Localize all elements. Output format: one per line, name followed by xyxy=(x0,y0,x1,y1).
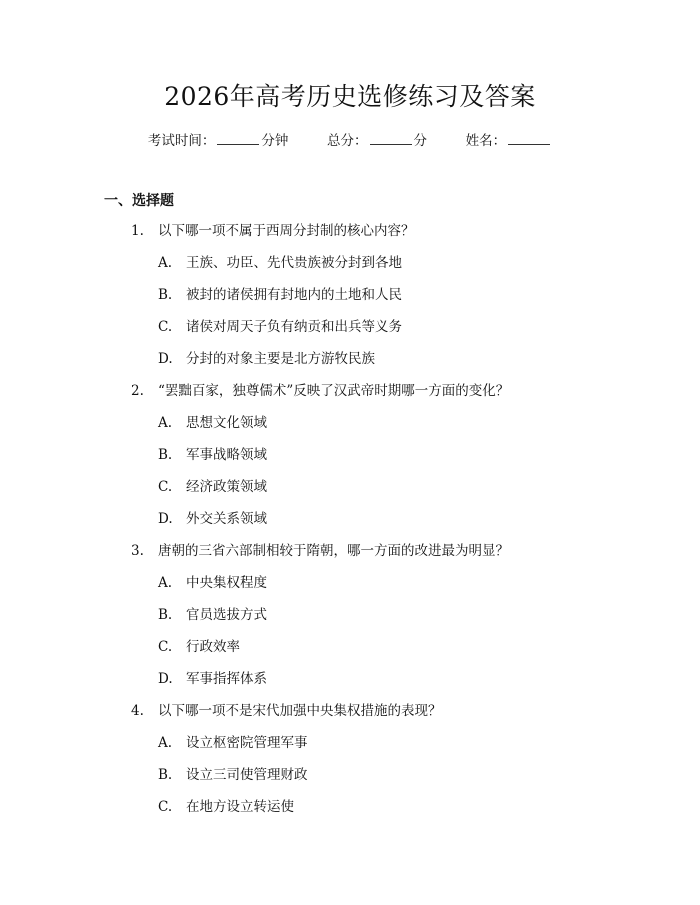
student-name-blank xyxy=(508,130,550,145)
question-number: 4. xyxy=(131,703,144,719)
question-1-option-d xyxy=(0,349,700,381)
exam-time-blank xyxy=(217,130,259,145)
option-letter: B. xyxy=(158,767,173,783)
question-3-option-a xyxy=(0,573,700,605)
option-text: 被封的诸侯拥有封地内的土地和人民 xyxy=(186,287,402,303)
question-2-option-c xyxy=(0,477,700,509)
option-text: 军事指挥体系 xyxy=(186,671,267,687)
option-text: 官员选拔方式 xyxy=(186,607,267,623)
total-score-blank xyxy=(370,130,412,145)
option-letter: D. xyxy=(158,671,173,687)
option-letter: A. xyxy=(158,255,173,271)
question-4 xyxy=(0,701,700,733)
question-text: 唐朝的三省六部制相较于隋朝，哪一方面的改进最为明显？ xyxy=(158,543,509,559)
total-score-label: 总分： xyxy=(327,133,368,149)
option-letter: C. xyxy=(158,639,173,655)
question-number: 2. xyxy=(131,383,144,399)
option-letter: A. xyxy=(158,735,173,751)
question-3-option-d xyxy=(0,669,700,701)
question-text: 以下哪一项不是宋代加强中央集权措施的表现？ xyxy=(158,703,442,719)
option-text: 中央集权程度 xyxy=(186,575,267,591)
section-heading: 一、选择题 xyxy=(104,193,174,209)
exam-time-field xyxy=(148,130,289,151)
option-text: 经济政策领域 xyxy=(186,479,267,495)
question-list xyxy=(0,221,700,829)
total-score-field xyxy=(327,130,427,151)
option-letter: D. xyxy=(158,351,173,367)
total-score-unit: 分 xyxy=(413,133,427,149)
question-4-option-a xyxy=(0,733,700,765)
option-letter: A. xyxy=(158,575,173,591)
option-text: 设立三司使管理财政 xyxy=(186,767,308,783)
question-2 xyxy=(0,381,700,413)
question-1 xyxy=(0,221,700,253)
exam-time-label: 考试时间： xyxy=(147,133,216,149)
question-2-option-a xyxy=(0,413,700,445)
option-letter: C. xyxy=(158,799,173,815)
option-text: 王族、功臣、先代贵族被分封到各地 xyxy=(186,255,402,271)
option-text: 诸侯对周天子负有纳贡和出兵等义务 xyxy=(186,319,402,335)
option-text: 思想文化领域 xyxy=(186,415,267,431)
student-name-field xyxy=(466,130,553,151)
question-2-option-b xyxy=(0,445,700,477)
option-text: 行政效率 xyxy=(186,639,240,655)
exam-meta xyxy=(0,130,700,151)
option-letter: C. xyxy=(158,479,173,495)
exam-time-unit: 分钟 xyxy=(261,133,289,149)
option-letter: A. xyxy=(158,415,173,431)
option-text: 外交关系领域 xyxy=(186,511,267,527)
question-1-option-a xyxy=(0,253,700,285)
question-3-option-c xyxy=(0,637,700,669)
student-name-label: 姓名： xyxy=(465,133,507,149)
question-3-option-b xyxy=(0,605,700,637)
option-text: 设立枢密院管理军事 xyxy=(186,735,308,751)
document-title: 2026年高考历史选修练习及答案 xyxy=(164,82,536,111)
question-number: 3. xyxy=(131,543,144,559)
option-letter: D. xyxy=(158,511,173,527)
option-letter: B. xyxy=(158,287,173,303)
question-1-option-b xyxy=(0,285,700,317)
question-4-option-c xyxy=(0,797,700,829)
question-number: 1. xyxy=(131,223,144,239)
question-4-option-b xyxy=(0,765,700,797)
question-1-option-c xyxy=(0,317,700,349)
question-text: 以下哪一项不属于西周分封制的核心内容？ xyxy=(158,223,415,239)
question-text: “罢黜百家，独尊儒术”反映了汉武帝时期哪一方面的变化？ xyxy=(158,383,510,399)
option-text: 在地方设立转运使 xyxy=(186,799,294,815)
option-text: 分封的对象主要是北方游牧民族 xyxy=(186,351,375,367)
option-text: 军事战略领域 xyxy=(186,447,267,463)
option-letter: B. xyxy=(158,607,173,623)
question-2-option-d xyxy=(0,509,700,541)
option-letter: B. xyxy=(158,447,173,463)
option-letter: C. xyxy=(158,319,173,335)
question-3 xyxy=(0,541,700,573)
